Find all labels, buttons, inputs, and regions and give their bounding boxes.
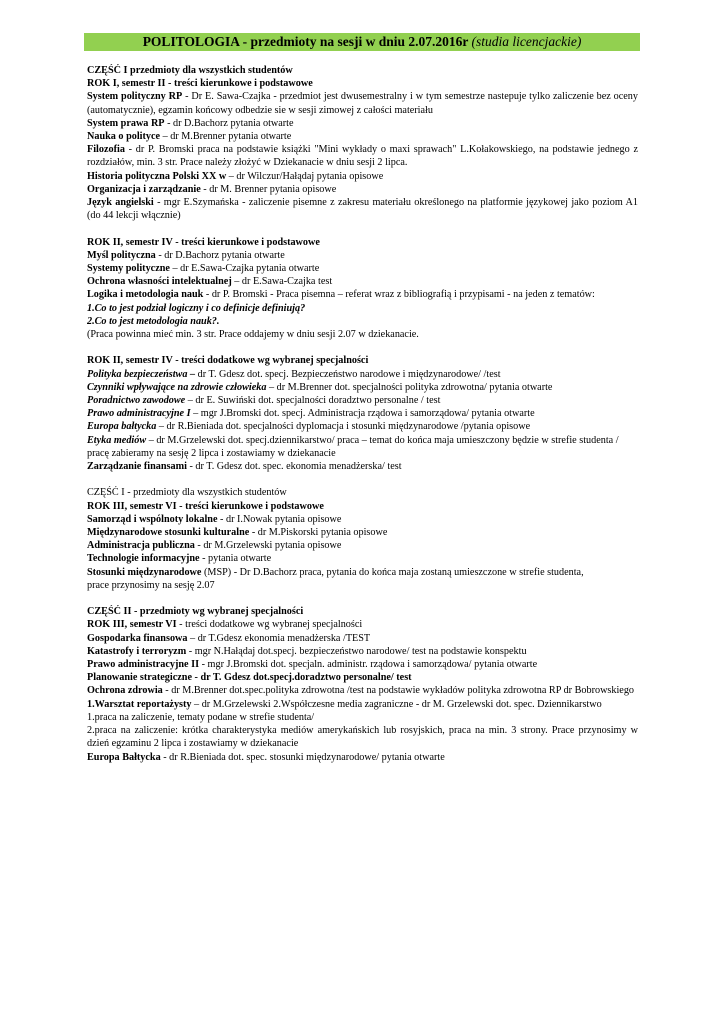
course-name: Myśl polityczna [87,249,156,261]
course-details: – dr T.Gdesz ekonomia menadżerska /TEST [187,632,371,644]
course-details: – dr M.Grzelewski dot. specj.dziennikarstwo/ praca – temat do końca maja umieszczony będzie w strefie studenta / [146,434,619,446]
part-heading: CZĘŚĆ II - przedmioty wg wybranej specjalności [87,606,304,618]
part-heading: CZĘŚĆ I - przedmioty dla wszystkich studentów [87,487,287,499]
spacer [87,473,638,486]
course-name: Europa bałtycka [87,421,157,433]
course-details: (MSP) - Dr D.Bachorz praca, pytania do końca maja zostaną umieszczone w strefie studenta, prace przynosimy na sesję 2.07 [87,566,584,591]
course-details: - dr R.Bieniada dot. spec. stosunki międzynarodowe/ pytania otwarte [160,751,445,763]
course-details: – dr Wilczur/Hałądaj pytania opisowe [226,170,384,182]
course-name: Międzynarodowe stosunki kulturalne [87,527,250,539]
year-heading: ROK III, semestr VI - treści kierunkowe i podstawowe [87,500,324,512]
course-details: - dr I.Nowak pytania opisowe [217,513,342,525]
course-details: – dr M.Brenner dot. specjalności polityka zdrowotna/ pytania otwarte [266,381,553,393]
course-details: – dr M.Brenner pytania otwarte [160,131,292,143]
document-title [84,33,640,51]
year-heading-bold: ROK III, semestr VI [87,619,177,631]
course-entry [87,407,638,420]
course-entry [87,539,638,552]
course-name: Europa Bałtycka [87,751,161,763]
course-details: - dr M.Piskorski pytania opisowe [249,527,388,539]
course-name: Organizacja i zarządzanie [87,183,201,195]
essay-topic: 2.Co to jest metodologia nauk?. [87,315,220,327]
course-entry [87,90,638,116]
course-name: Katastrofy i terroryzm [87,645,187,657]
note-text: 1.praca na zaliczenie, tematy podane w strefie studenta/ [87,711,315,723]
course-entry [87,684,638,697]
course-name: Polityka bezpieczeństwa – [87,368,196,380]
course-entry [87,117,638,130]
course-details: – dr M.Grzelewski 2.Współczesne media zagraniczne - dr M. Grzelewski dot. spec. Dziennikarstwo [191,698,602,710]
course-entry [87,526,638,539]
course-details: - mgr J.Bromski dot. specjaln. administr. rządowa i samorządowa/ pytania otwarte [199,659,538,671]
course-name: Filozofia [87,144,125,156]
course-name: Nauka o polityce [87,131,161,143]
course-details: - dr M.Grzelewski pytania opisowe [194,540,342,552]
course-details: – dr E.Sawa-Czajka pytania otwarte [169,263,320,275]
note-text: 2.praca na zaliczenie: krótka charakterystyka mediów amerykańskich lub rosyjskich, praca na min. 3 strony. Prace przynosimy w dzień egzaminu 2 lipca i zostawiamy w dziekanacie [87,725,638,750]
year-heading: ROK II, semestr IV - treści kierunkowe i podstawowe [87,236,320,248]
course-details: - pytania otwarte [199,553,272,565]
course-details: – mgr J.Bromski dot. specj. Administracja rządowa i samorządowa/ pytania otwarte [190,408,535,420]
course-details: - dr P. Bromski - Praca pisemna – referat wraz z bibliografią i przypisami - na jeden z tematów: [203,289,595,301]
course-name: Historia polityczna Polski XX w [87,170,227,182]
course-name: System polityczny RP [87,91,183,103]
course-name: Gospodarka finansowa [87,632,188,644]
document-content [87,64,638,764]
course-name: Logika i metodologia nauk [87,289,204,301]
course-details: – dr E.Sawa-Czajka test [231,276,333,288]
course-name: Systemy polityczne [87,263,170,275]
title-main: POLITOLOGIA - przedmioty na sesji w dniu 2.07.2016r [142,34,469,49]
year-heading: ROK I, semestr II - treści kierunkowe i podstawowe [87,78,313,90]
course-entry [87,434,638,447]
course-entry [87,196,638,222]
course-entry [87,262,638,275]
course-name: Technologie informacyjne [87,553,200,565]
course-details: - dr T. Gdesz dot. spec. ekonomia menadżerska/ test [186,461,402,473]
year-heading-rest: - treści dodatkowe wg wybranej specjalności [176,619,363,631]
year-heading: ROK II, semestr IV - treści dodatkowe wg wybranej specjalności [87,355,369,367]
course-name: Zarządzanie finansami [87,461,187,473]
course-entry [87,552,638,565]
course-details: - Dr E. Sawa-Czajka - przedmiot jest dwusemestralny i w tym semestrze nastepuje tylko zaliczenie bez oceny (automatycznie), egzamin końcowy odbedzie sie w sesji zimowej z całości materiału [87,91,638,116]
course-name: Czynniki wpływające na zdrowie człowieka [87,381,267,393]
course-details: dr T. Gdesz dot. specj. Bezpieczeństwo narodowe i międzynarodowe/ /test [195,368,501,380]
course-entry [87,249,638,262]
course-entry [87,420,638,433]
course-name: Administracja publiczna [87,540,195,552]
course-entry [87,288,638,301]
course-entry [87,143,638,169]
course-entry [87,130,638,143]
course-entry: Planowanie strategiczne - dr T. Gdesz dot.specj.doradztwo personalne/ test [87,672,412,684]
course-entry [87,381,638,394]
course-entry [87,170,638,183]
course-name: Stosunki międzynarodowe [87,566,202,578]
course-name: 1.Warsztat reportażysty [87,698,192,710]
course-name: Ochrona zdrowia [87,685,163,697]
course-entry [87,645,638,658]
course-details: - mgr N.Hałądaj dot.specj. bezpieczeństwo narodowe/ test na podstawie konspektu [186,645,527,657]
course-details: - mgr E.Szymańska - zaliczenie pisemne z zakresu materiału określonego na platformie językowej jako poziom A1 (do 44 lekcji włącznie) [87,197,638,222]
note-text: (Praca powinna mieć min. 3 str. Prace oddajemy w dniu sesji 2.07 w dziekanacie. [87,329,419,341]
course-name: Ochrona własności intelektualnej [87,276,232,288]
course-entry [87,513,638,526]
spacer [87,592,638,605]
course-entry [87,394,638,407]
part-heading: CZĘŚĆ I przedmioty dla wszystkich studentów [87,65,293,76]
course-entry [87,183,638,196]
course-entry [87,698,638,711]
course-name: Poradnictwo zawodowe [87,395,186,407]
course-details: - dr D.Bachorz pytania otwarte [164,117,294,129]
course-entry [87,632,638,645]
course-name: Język angielski [87,197,154,209]
spacer [87,222,638,235]
course-details: – dr E. Suwiński dot. specjalności doradztwo personalne / test [185,395,441,407]
course-name: Etyka mediów [87,434,147,446]
note-text: pracę zabieramy na sesję 2 lipca i zostawiamy w dziekanacie [87,447,336,459]
essay-topic: 1.Co to jest podział logiczny i co definicje definiują? [87,302,306,314]
spacer [87,341,638,354]
course-details: - dr M.Brenner dot.spec.polityka zdrowotna /test na podstawie wykładów polityka zdrowotna RP dr Bobrowskiego [162,685,635,697]
course-name: Prawo administracyjne II [87,659,200,671]
course-details: - dr D.Bachorz pytania otwarte [155,249,285,261]
course-details: - dr P. Bromski praca na podstawie książki "Mini wykłady o maxi sprawach" L.Kołakowskiego, na podstawie jednego z rozdziałów, min. 3 str. Prace należy złożyć w Dziekanacie w dniu sesji 2 lipca. [87,144,638,169]
course-entry [87,275,638,288]
course-entry [87,566,592,592]
year-heading [87,618,638,631]
course-name: Samorząd i wspólnoty lokalne [87,513,218,525]
course-entry [87,658,638,671]
course-name: Prawo administracyjne I [87,408,191,420]
title-subtitle: (studia licencjackie) [471,34,582,49]
course-details: - dr M. Brenner pytania opisowe [200,183,337,195]
course-details: – dr R.Bieniada dot. specjalności dyplomacja i stosunki międzynarodowe /pytania opisowe [156,421,531,433]
course-entry [87,751,638,764]
course-entry [87,368,638,381]
course-entry [87,460,638,473]
course-name: System prawa RP [87,117,165,129]
